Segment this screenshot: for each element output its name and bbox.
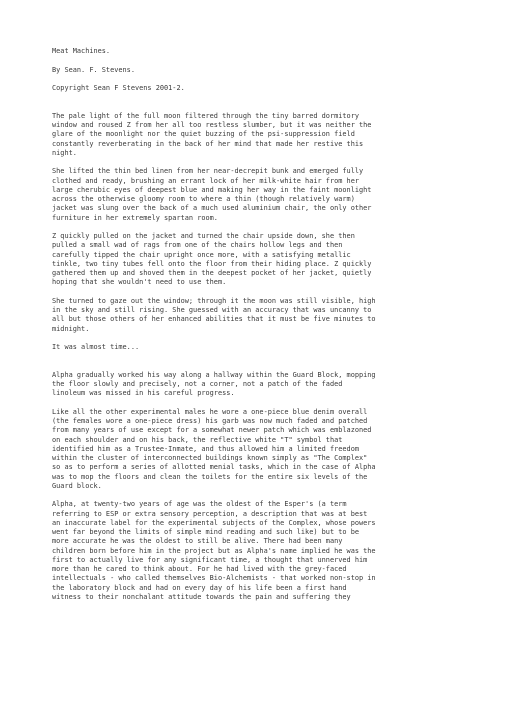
paragraph-line: children born before him in the project but as Alpha's name implied he was the [52, 546, 376, 555]
paragraph-line: within the cluster of interconnected buildings known simply as "The Complex" [52, 454, 368, 462]
paragraph-line: more than he cared to think about. For he had lived with the grey-faced [52, 565, 347, 573]
paragraph-line: pulled a small wad of rags from one of the chairs hollow legs and then [52, 241, 343, 250]
story-section-1 [52, 112, 492, 353]
paragraph-line: went far beyond the limits of simple mind reading and such like) but to be [52, 528, 359, 536]
paragraph-gap [52, 223, 492, 232]
paragraph-line: on each shoulder and on his back, the reflective white "T" symbol that [52, 435, 343, 444]
paragraph-line: Guard block. [52, 481, 102, 490]
spacer [52, 93, 492, 112]
paragraph [52, 500, 492, 602]
paragraph-line: The pale light of the full moon filtered through the tiny barred dormitory [52, 111, 359, 120]
paragraph-line: carefully tipped the chair upright once more, with a satisfying metallic [52, 250, 351, 259]
spacer [52, 75, 492, 84]
paragraph-line: tinkle, two tiny tubes fell onto the floor from their hiding place. Z quickly [52, 259, 372, 268]
paragraph-line: midnight. [52, 324, 90, 333]
paragraph-gap [52, 334, 492, 343]
paragraph [52, 408, 492, 491]
paragraph-gap [52, 399, 492, 408]
paragraph-line: night. [52, 148, 77, 157]
paragraph-line: first to actually live for any significant time, a thought that unnerved him [52, 555, 368, 564]
paragraph-line: window and roused Z from her all too restless slumber, but it was neither the [52, 121, 372, 129]
document-copyright: Copyright Sean F Stevens 2001-2. [52, 84, 185, 92]
spacer [52, 352, 492, 371]
spacer [52, 56, 492, 65]
paragraph-line: all but those others of her enhanced abilities that it must be five minutes to [52, 315, 376, 324]
paragraph-line: (the females wore a one-piece dress) his garb was now much faded and patched [52, 417, 368, 425]
paragraph-line: from many years of use except for a somewhat newer patch which was emblazoned [52, 426, 372, 435]
paragraph-line: referring to ESP or extra sensory perception, a description that was at best [52, 509, 368, 518]
paragraph-line: constantly reverberating in the back of her mind that made her restive this [52, 139, 364, 148]
paragraph-line: the floor slowly and precisely, not a corner, not a patch of the faded [52, 380, 343, 388]
paragraph-line: gathered them up and shoved them in the deepest pocket of her jacket, quietly [52, 269, 372, 277]
paragraph [52, 371, 492, 399]
paragraph-line: more accurate he was the oldest to still be alive. There had been many [52, 537, 343, 546]
paragraph-line: furniture in her extremely spartan room. [52, 213, 218, 222]
story-section-2 [52, 371, 492, 602]
paragraph-line: identified him as a Trustee-Inmate, and thus allowed him a limited freedom [52, 444, 359, 453]
paragraph-line: in the sky and still rising. She guessed with an accuracy that was uncanny to [52, 306, 372, 314]
paragraph-line: linoleum was missed in his careful progress. [52, 389, 235, 398]
paragraph-line: Alpha, at twenty-two years of age was the oldest of the Esper's (a term [52, 500, 347, 509]
document-byline: By Sean. F. Stevens. [52, 65, 135, 74]
document-title: Meat Machines. [52, 47, 111, 55]
paragraph-gap [52, 491, 492, 500]
paragraph-line: across the otherwise gloomy room to where a thin (though relatively warm) [52, 195, 355, 203]
paragraph-line: Like all the other experimental males he wore a one-piece blue denim overall [52, 407, 368, 416]
paragraph-line: so as to perform a series of allotted menial tasks, which in the case of Alpha [52, 463, 376, 472]
paragraph-line: She lifted the thin bed linen from her near-decrepit bunk and emerged fully [52, 167, 364, 176]
paragraph-line: was to mop the floors and clean the toilets for the entire six levels of the [52, 472, 368, 481]
paragraph [52, 167, 492, 223]
paragraph-line: jacket was slung over the back of a much used aluminium chair, the only other [52, 204, 372, 213]
paragraph-gap [52, 158, 492, 167]
paragraph-line: an inaccurate label for the experimental subjects of the Complex, whose powers [52, 518, 376, 527]
paragraph-line: large cherubic eyes of deepest blue and making her way in the faint moonlight [52, 185, 372, 194]
paragraph [52, 112, 492, 158]
paragraph-line: the laboratory block and had on every day of his life been a first hand [52, 583, 347, 592]
paragraph-line: Z quickly pulled on the jacket and turned the chair upside down, she then [52, 232, 355, 240]
paragraph-line: witness to their nonchalant attitude towards the pain and suffering they [52, 592, 351, 601]
paragraph-gap [52, 288, 492, 297]
paragraph-line: hoping that she wouldn't need to use them. [52, 278, 227, 287]
paragraph-line: intellectuals - who called themselves Bio-Alchemists - that worked non-stop in [52, 574, 376, 583]
paragraph-line: She turned to gaze out the window; through it the moon was still visible, high [52, 296, 376, 305]
paragraph [52, 232, 492, 288]
paragraph-line: It was almost time... [52, 343, 140, 351]
paragraph [52, 343, 492, 352]
paragraph-line: Alpha gradually worked his way along a hallway within the Guard Block, mopping [52, 370, 376, 379]
paragraph-line: clothed and ready, brushing an errant lock of her milk-white hair from her [52, 176, 359, 185]
paragraph-line: glare of the moonlight nor the quiet buzzing of the psi-suppression field [52, 130, 355, 139]
document-page [52, 47, 492, 602]
paragraph [52, 297, 492, 334]
